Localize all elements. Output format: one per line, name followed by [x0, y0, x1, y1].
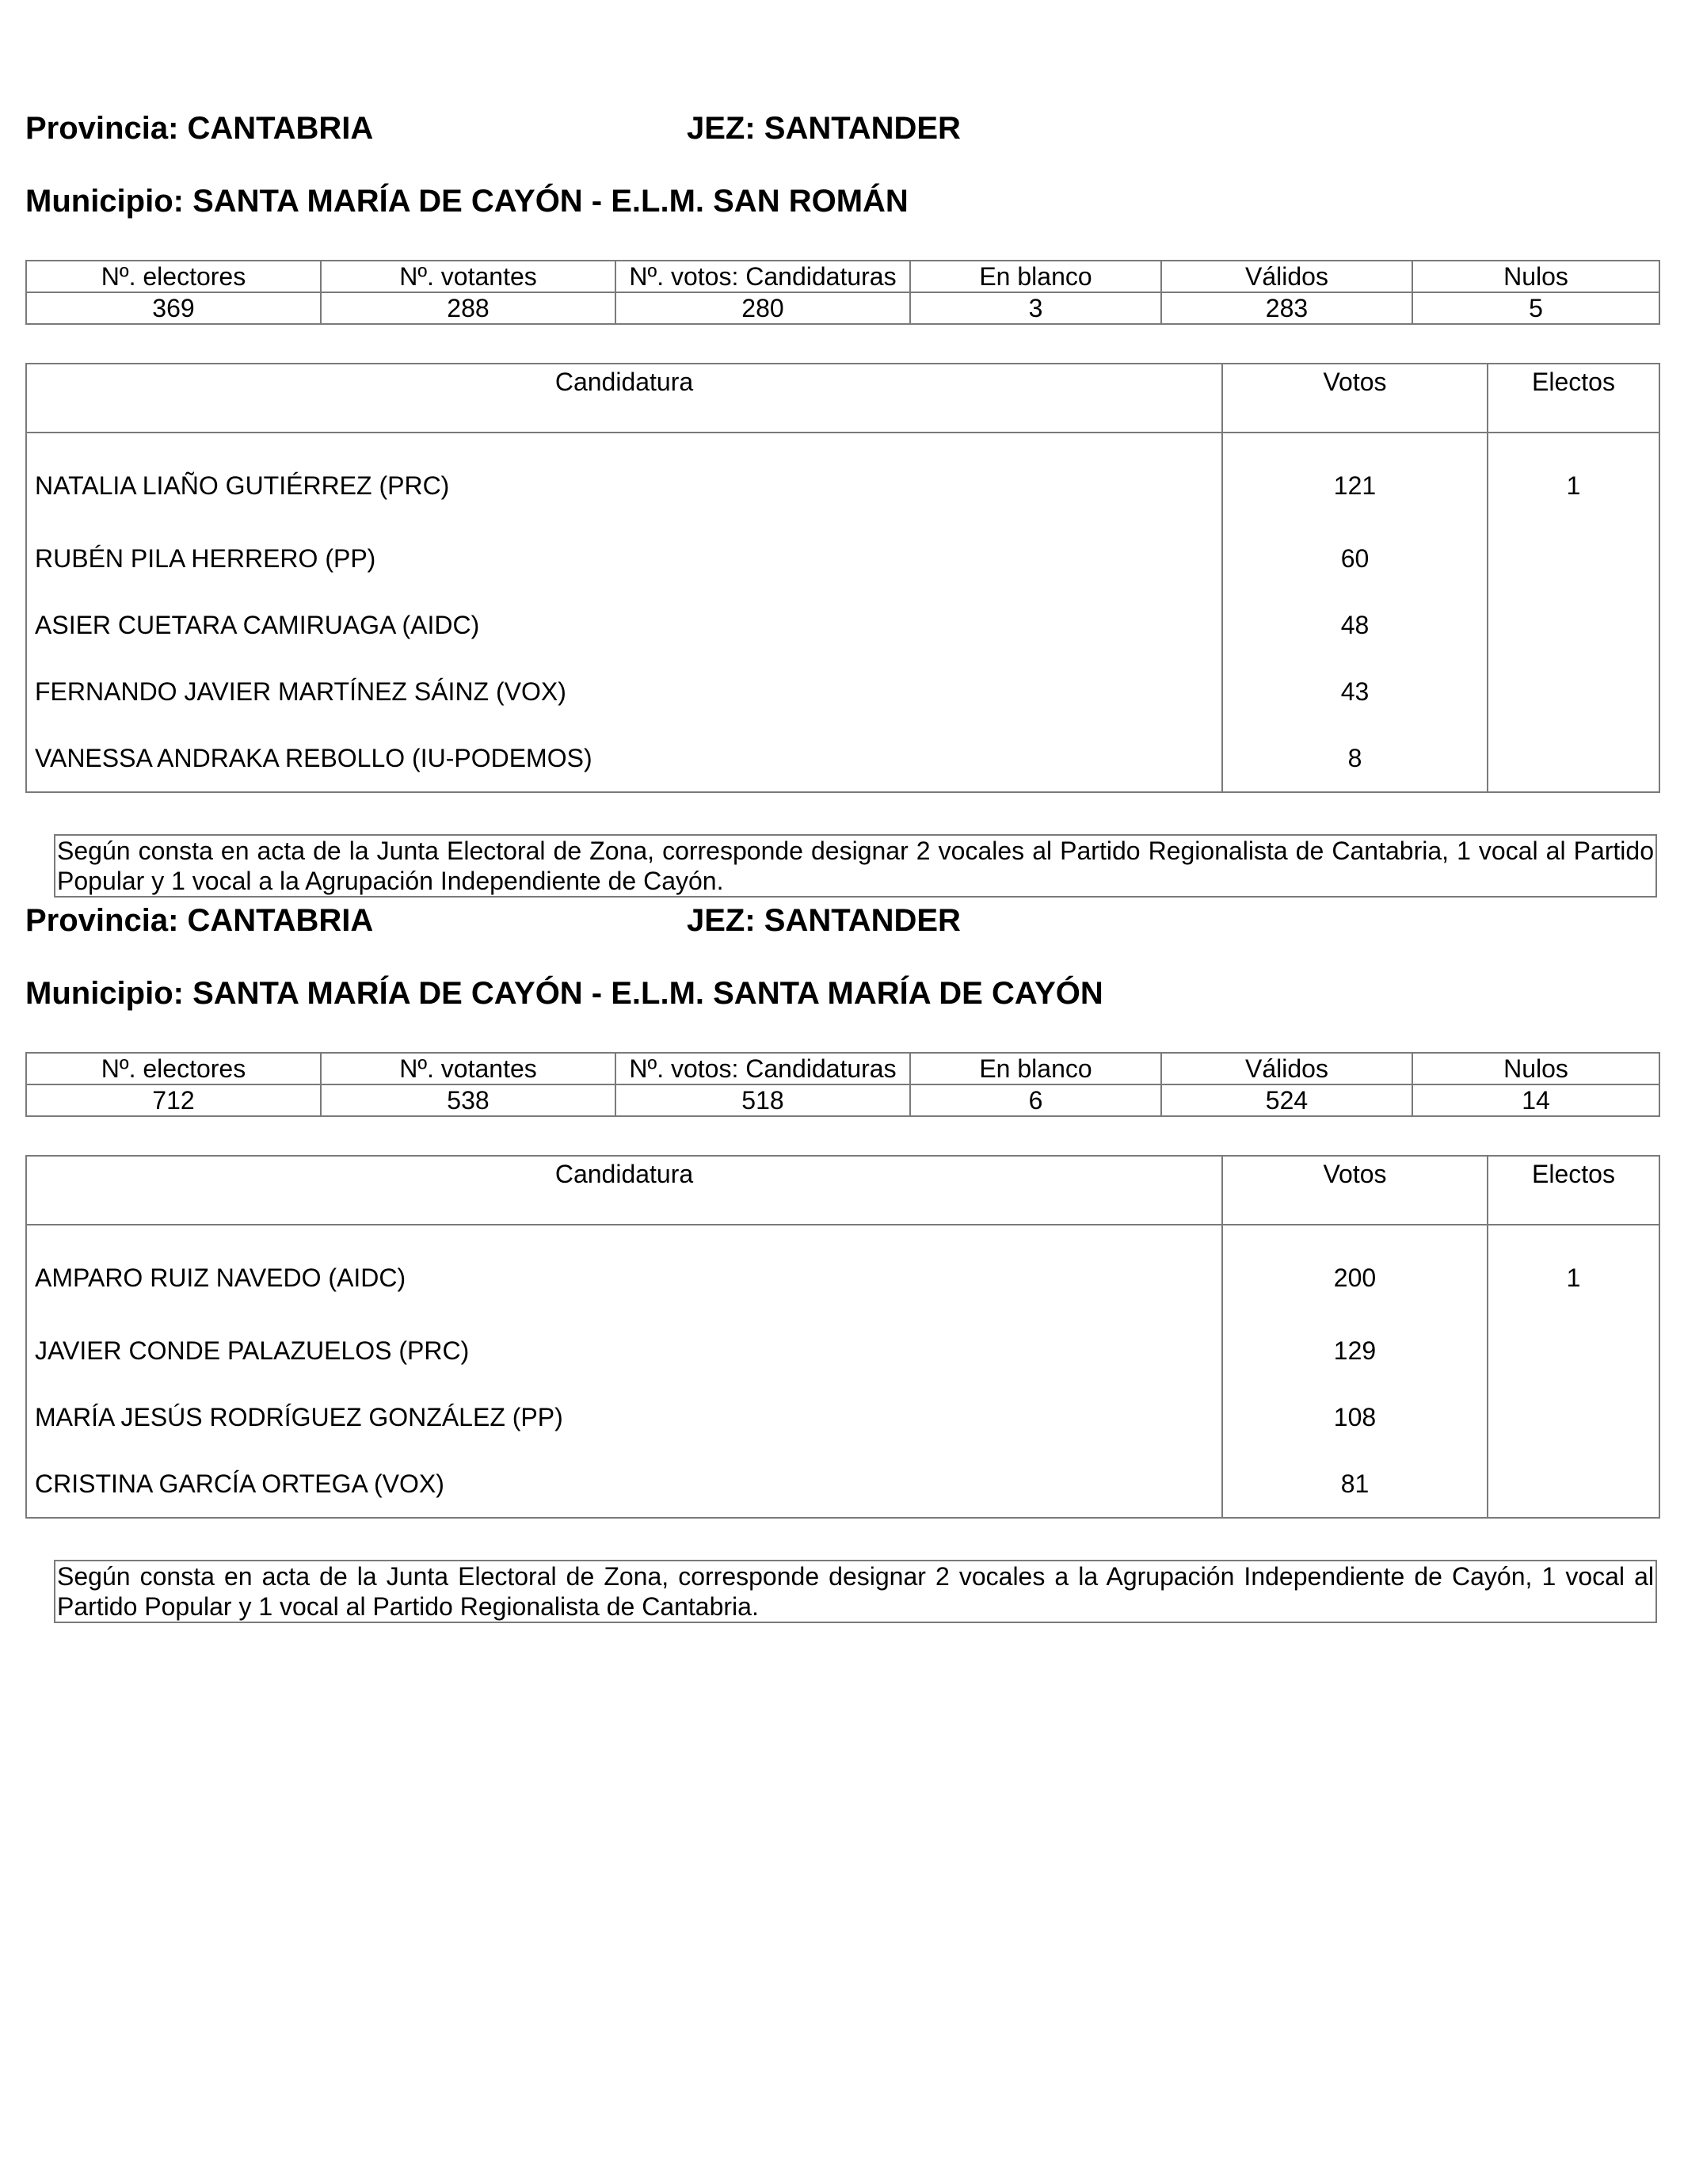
candidate-electos: 1 — [1488, 1225, 1659, 1317]
table-row — [26, 1317, 1659, 1384]
candidate-name: MARÍA JESÚS RODRÍGUEZ GONZÁLEZ (PP) — [26, 1384, 1222, 1450]
candidate-electos — [1488, 658, 1659, 725]
stats-header-row — [26, 261, 1659, 292]
candidate-electos: 1 — [1488, 433, 1659, 525]
candidate-votes: 48 — [1222, 592, 1488, 658]
stats-table — [25, 260, 1660, 325]
stats-value-cell: 283 — [1161, 292, 1412, 324]
results-section-santa-maria — [25, 903, 1659, 1623]
results-section-san-roman — [25, 111, 1659, 898]
table-row — [26, 433, 1659, 525]
candidate-electos — [1488, 1384, 1659, 1450]
candidate-votes: 129 — [1222, 1317, 1488, 1384]
municipio-title: Municipio: SANTA MARÍA DE CAYÓN - E.L.M. SAN ROMÁN — [25, 184, 909, 219]
candidates-table — [25, 363, 1660, 793]
stats-header-row — [26, 1053, 1659, 1084]
stats-value-cell: 518 — [615, 1084, 910, 1116]
stats-value-row — [26, 1084, 1659, 1116]
candidate-votes: 108 — [1222, 1384, 1488, 1450]
candidate-name: NATALIA LIAÑO GUTIÉRREZ (PRC) — [26, 433, 1222, 525]
stats-header-cell: En blanco — [910, 1053, 1161, 1084]
stats-header-cell: Nº. electores — [26, 1053, 321, 1084]
electos-header: Electos — [1488, 1156, 1659, 1225]
candidate-votes: 43 — [1222, 658, 1488, 725]
votos-header: Votos — [1222, 1156, 1488, 1225]
table-row — [26, 1450, 1659, 1518]
candidate-name: AMPARO RUIZ NAVEDO (AIDC) — [26, 1225, 1222, 1317]
stats-value-cell: 5 — [1412, 292, 1659, 324]
candidate-votes: 60 — [1222, 525, 1488, 592]
provincia-label: Provincia: CANTABRIA — [25, 111, 374, 146]
table-row — [26, 525, 1659, 592]
candidate-electos — [1488, 725, 1659, 792]
candidate-name: FERNANDO JAVIER MARTÍNEZ SÁINZ (VOX) — [26, 658, 1222, 725]
stats-header-cell: Nulos — [1412, 1053, 1659, 1084]
junta-note: Según consta en acta de la Junta Electoral de Zona, corresponde designar 2 vocales a la Agrupación Independiente de Cayón, 1 vocal al Partido Popular y 1 vocal al Partido Regionalista de Cantabria. — [54, 1560, 1657, 1623]
electos-header: Electos — [1488, 364, 1659, 433]
stats-header-cell: Nulos — [1412, 261, 1659, 292]
jez-label: JEZ: SANTANDER — [687, 903, 961, 938]
candidate-votes: 200 — [1222, 1225, 1488, 1317]
table-row — [26, 592, 1659, 658]
candidatura-header: Candidatura — [26, 364, 1222, 433]
stats-header-cell: Nº. votos: Candidaturas — [615, 261, 910, 292]
candidates-header-row — [26, 364, 1659, 433]
stats-value-cell: 712 — [26, 1084, 321, 1116]
stats-header-cell: Nº. votos: Candidaturas — [615, 1053, 910, 1084]
candidate-votes: 8 — [1222, 725, 1488, 792]
table-row — [26, 725, 1659, 792]
candidate-electos — [1488, 1317, 1659, 1384]
municipio-title: Municipio: SANTA MARÍA DE CAYÓN - E.L.M. SANTA MARÍA DE CAYÓN — [25, 976, 1103, 1011]
header-line — [25, 111, 1659, 158]
candidate-electos — [1488, 525, 1659, 592]
table-row — [26, 1384, 1659, 1450]
stats-value-cell: 14 — [1412, 1084, 1659, 1116]
candidate-electos — [1488, 1450, 1659, 1518]
stats-value-cell: 524 — [1161, 1084, 1412, 1116]
stats-header-cell: Válidos — [1161, 261, 1412, 292]
jez-label: JEZ: SANTANDER — [687, 111, 961, 146]
stats-value-row — [26, 292, 1659, 324]
stats-value-cell: 538 — [321, 1084, 615, 1116]
candidate-electos — [1488, 592, 1659, 658]
stats-table — [25, 1052, 1660, 1117]
candidate-name: CRISTINA GARCÍA ORTEGA (VOX) — [26, 1450, 1222, 1518]
candidates-table — [25, 1155, 1660, 1519]
stats-value-cell: 3 — [910, 292, 1161, 324]
stats-value-cell: 288 — [321, 292, 615, 324]
candidate-name: JAVIER CONDE PALAZUELOS (PRC) — [26, 1317, 1222, 1384]
candidate-votes: 81 — [1222, 1450, 1488, 1518]
candidate-name: RUBÉN PILA HERRERO (PP) — [26, 525, 1222, 592]
table-row — [26, 1225, 1659, 1317]
stats-header-cell: En blanco — [910, 261, 1161, 292]
provincia-label: Provincia: CANTABRIA — [25, 903, 374, 938]
table-row — [26, 658, 1659, 725]
stats-value-cell: 280 — [615, 292, 910, 324]
stats-value-cell: 6 — [910, 1084, 1161, 1116]
candidatura-header: Candidatura — [26, 1156, 1222, 1225]
candidates-header-row — [26, 1156, 1659, 1225]
junta-note: Según consta en acta de la Junta Electoral de Zona, corresponde designar 2 vocales al Partido Regionalista de Cantabria, 1 vocal al Partido Popular y 1 vocal a la Agrupación Independiente de Cayón. — [54, 834, 1657, 898]
candidate-name: VANESSA ANDRAKA REBOLLO (IU-PODEMOS) — [26, 725, 1222, 792]
stats-header-cell: Nº. votantes — [321, 1053, 615, 1084]
header-line — [25, 903, 1659, 951]
votos-header: Votos — [1222, 364, 1488, 433]
stats-header-cell: Válidos — [1161, 1053, 1412, 1084]
candidate-name: ASIER CUETARA CAMIRUAGA (AIDC) — [26, 592, 1222, 658]
stats-header-cell: Nº. votantes — [321, 261, 615, 292]
candidate-votes: 121 — [1222, 433, 1488, 525]
stats-header-cell: Nº. electores — [26, 261, 321, 292]
stats-value-cell: 369 — [26, 292, 321, 324]
